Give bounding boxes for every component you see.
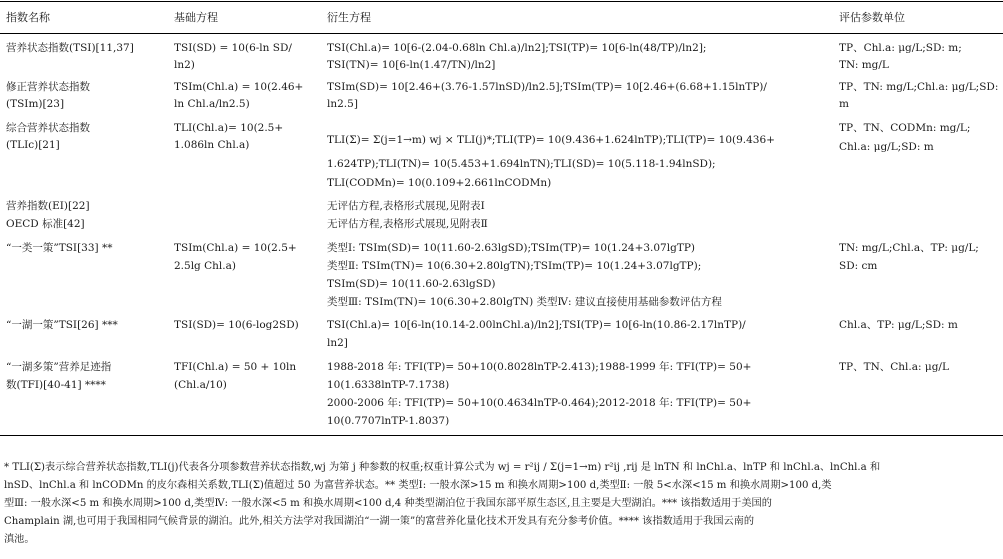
row5-derived: TSIm(SD)= 10(11.60-2.63lgSD) (327, 278, 496, 290)
row3-units: TP、TN、CODMn: mg/L; (839, 122, 971, 134)
row4-name: 营养指数(EI)[22] (6, 200, 90, 212)
row1-derived: TSI(TN)= 10[6-ln(1.47/TN)/ln2] (327, 59, 496, 71)
row3-basic: TLI(Chl.a)= 10(2.5+ (174, 122, 284, 134)
row2-basic: TSIm(Chl.a) = 10(2.46+ (174, 81, 304, 93)
row2-derived: TSIm(SD)= 10[2.46+(3.76-1.57lnSD)/ln2.5];TSIm(TP)= 10[2.46+(6.68+1.15lnTP)/ (327, 81, 767, 93)
footnote-line: 型Ⅲ: 一般水深<5 m 和换水周期>100 d,类型Ⅳ: 一般水深<5 m 和换水周期<100 d,4 种类型湖泊位于我国东部平原生态区,且主要是大型湖泊。*** 该指数适用于美国的 (4, 498, 772, 509)
row7-derived: 1988-2018 年: TFI(TP)= 50+10(0.8028lnTP-2.413);1988-1999 年: TFI(TP)= 50+ (327, 361, 752, 373)
row4-derived: 无评估方程,表格形式展现,见附表Ⅰ (327, 200, 485, 212)
row7-derived: 10(0.7707lnTP-1.8037) (327, 415, 450, 427)
row1-units: TN: mg/L (839, 59, 889, 71)
row2-name: (TSIm)[23] (6, 98, 65, 110)
row7-units: TP、TN、Chl.a: μg/L (839, 361, 949, 373)
row5-derived: 类型Ⅱ: TSIm(TN)= 10(6.30+2.80lgTN);TSIm(TP)= 10(1.24+3.07lgTP); (327, 260, 702, 272)
row7-basic: TFI(Chl.a) = 50 + 10ln (174, 361, 297, 373)
row5-name: “一类一策”TSI[33] ** (6, 242, 113, 254)
row5-basic: TSIm(Chl.a) = 10(2.5+ (174, 242, 297, 254)
row3-derived: TLI(Σ)= Σ(j=1→m) wj × TLI(j)*;TLI(TP)= 10(9.436+1.624lnTP);TLI(TP)= 10(9.436+ (327, 134, 775, 146)
row1-basic: TSI(SD) = 10(6-ln SD/ (174, 42, 292, 54)
row5-basic: 2.5lg Chl.a) (174, 260, 236, 272)
row6-derived: ln2] (327, 337, 348, 349)
row3-name: (TLIc)[21] (6, 139, 60, 151)
row2-basic: ln Chl.a/ln2.5) (174, 98, 250, 110)
table-footnote (4, 459, 1000, 549)
footnote-line: 滇池。 (4, 534, 35, 545)
row6-units: Chl.a、TP: μg/L;SD: m (839, 319, 958, 331)
row1-derived: TSI(Chl.a)= 10[6-(2.04-0.68ln Chl.a)/ln2];TSI(TP)= 10[6-ln(48/TP)/ln2]; (327, 42, 707, 54)
row3-name: 综合营养状态指数 (6, 122, 90, 134)
header-derived-equation: 衍生方程 (327, 11, 371, 24)
row2-name: 修正营养状态指数 (6, 81, 90, 93)
footnote-line: lnSD、lnChl.a 和 lnCODMn 的皮尔森相关系数,TLI(Σ)值超过 50 为富营养状态。** 类型Ⅰ: 一般水深>15 m 和换水周期>100 d,类型Ⅱ: 一般 5<水深<15 m 和换水周期>100 d,类 (4, 480, 832, 491)
row6-basic: TSI(SD)= 10(6-log2SD) (174, 319, 299, 331)
row5-derived: 类型Ⅰ: TSIm(SD)= 10(11.60-2.63lgSD);TSIm(TP)= 10(1.24+3.07lgTP) (327, 242, 695, 254)
row7-name: 数(TFI)[40-41] **** (6, 379, 106, 391)
row2-derived: ln2.5] (327, 98, 358, 110)
row4-name: OECD 标准[42] (6, 218, 85, 230)
row3-derived: TLI(CODMn)= 10(0.109+2.661lnCODMn) (327, 177, 552, 189)
header-index-name: 指数名称 (6, 11, 50, 24)
row2-units: m (839, 98, 849, 110)
row1-units: TP、Chl.a: μg/L;SD: m; (839, 42, 962, 54)
row1-name: 营养状态指数(TSI)[11,37] (6, 42, 134, 54)
row7-derived: 2000-2006 年: TFI(TP)= 50+10(0.4634lnTP-0.464);2012-2018 年: TFI(TP)= 50+ (327, 397, 752, 409)
header-units: 评估参数单位 (839, 11, 905, 24)
row4-derived: 无评估方程,表格形式展现,见附表Ⅱ (327, 218, 488, 230)
row6-derived: TSI(Chl.a)= 10[6-ln(10.14-2.00lnChl.a)/ln2];TSI(TP)= 10[6-ln(10.86-2.17lnTP)/ (327, 319, 746, 331)
row3-derived: 1.624TP);TLI(TN)= 10(5.453+1.694lnTN);TLI(SD)= 10(5.118-1.94lnSD); (327, 158, 716, 170)
row1-basic: ln2) (174, 59, 195, 71)
top-rule (0, 1, 1003, 2)
footnote-line: * TLI(Σ)表示综合营养状态指数,TLI(j)代表各分项参数营养状态指数,wj 为第 j 种参数的权重;权重计算公式为 wj = r²ij / Σ(j=1→m) r²ij ,rij 是 lnTN 和 lnChl.a、lnTP 和 lnChl.a、lnChl.a 和 (4, 462, 881, 473)
row7-name: “一湖多策”营养足迹指 (6, 361, 112, 373)
row7-derived: 10(1.6338lnTP-7.1738) (327, 379, 450, 391)
row6-name: “一湖一策”TSI[26] *** (6, 319, 118, 331)
bottom-rule (0, 435, 1003, 436)
row3-units: Chl.a: μg/L;SD: m (839, 141, 934, 153)
row5-derived: 类型Ⅲ: TSIm(TN)= 10(6.30+2.80lgTN) 类型Ⅳ: 建议直接使用基础参数评估方程 (327, 296, 722, 308)
footnote-line: Champlain 湖,也可用于我国相同气候背景的湖泊。此外,相关方法学对我国湖泊“一湖一策”的富营养化量化技术开发具有充分参考价值。**** 该指数适用于我国云南的 (4, 516, 755, 527)
header-basic-equation: 基础方程 (174, 11, 218, 24)
row5-units: SD: cm (839, 260, 878, 272)
row5-units: TN: mg/L;Chl.a、TP: μg/L; (839, 242, 979, 254)
header-rule (0, 33, 1003, 34)
row3-basic: 1.086ln Chl.a) (174, 139, 250, 151)
row2-units: TP、TN: mg/L;Chl.a: μg/L;SD: (839, 81, 999, 93)
row7-basic: (Chl.a/10) (174, 379, 227, 391)
